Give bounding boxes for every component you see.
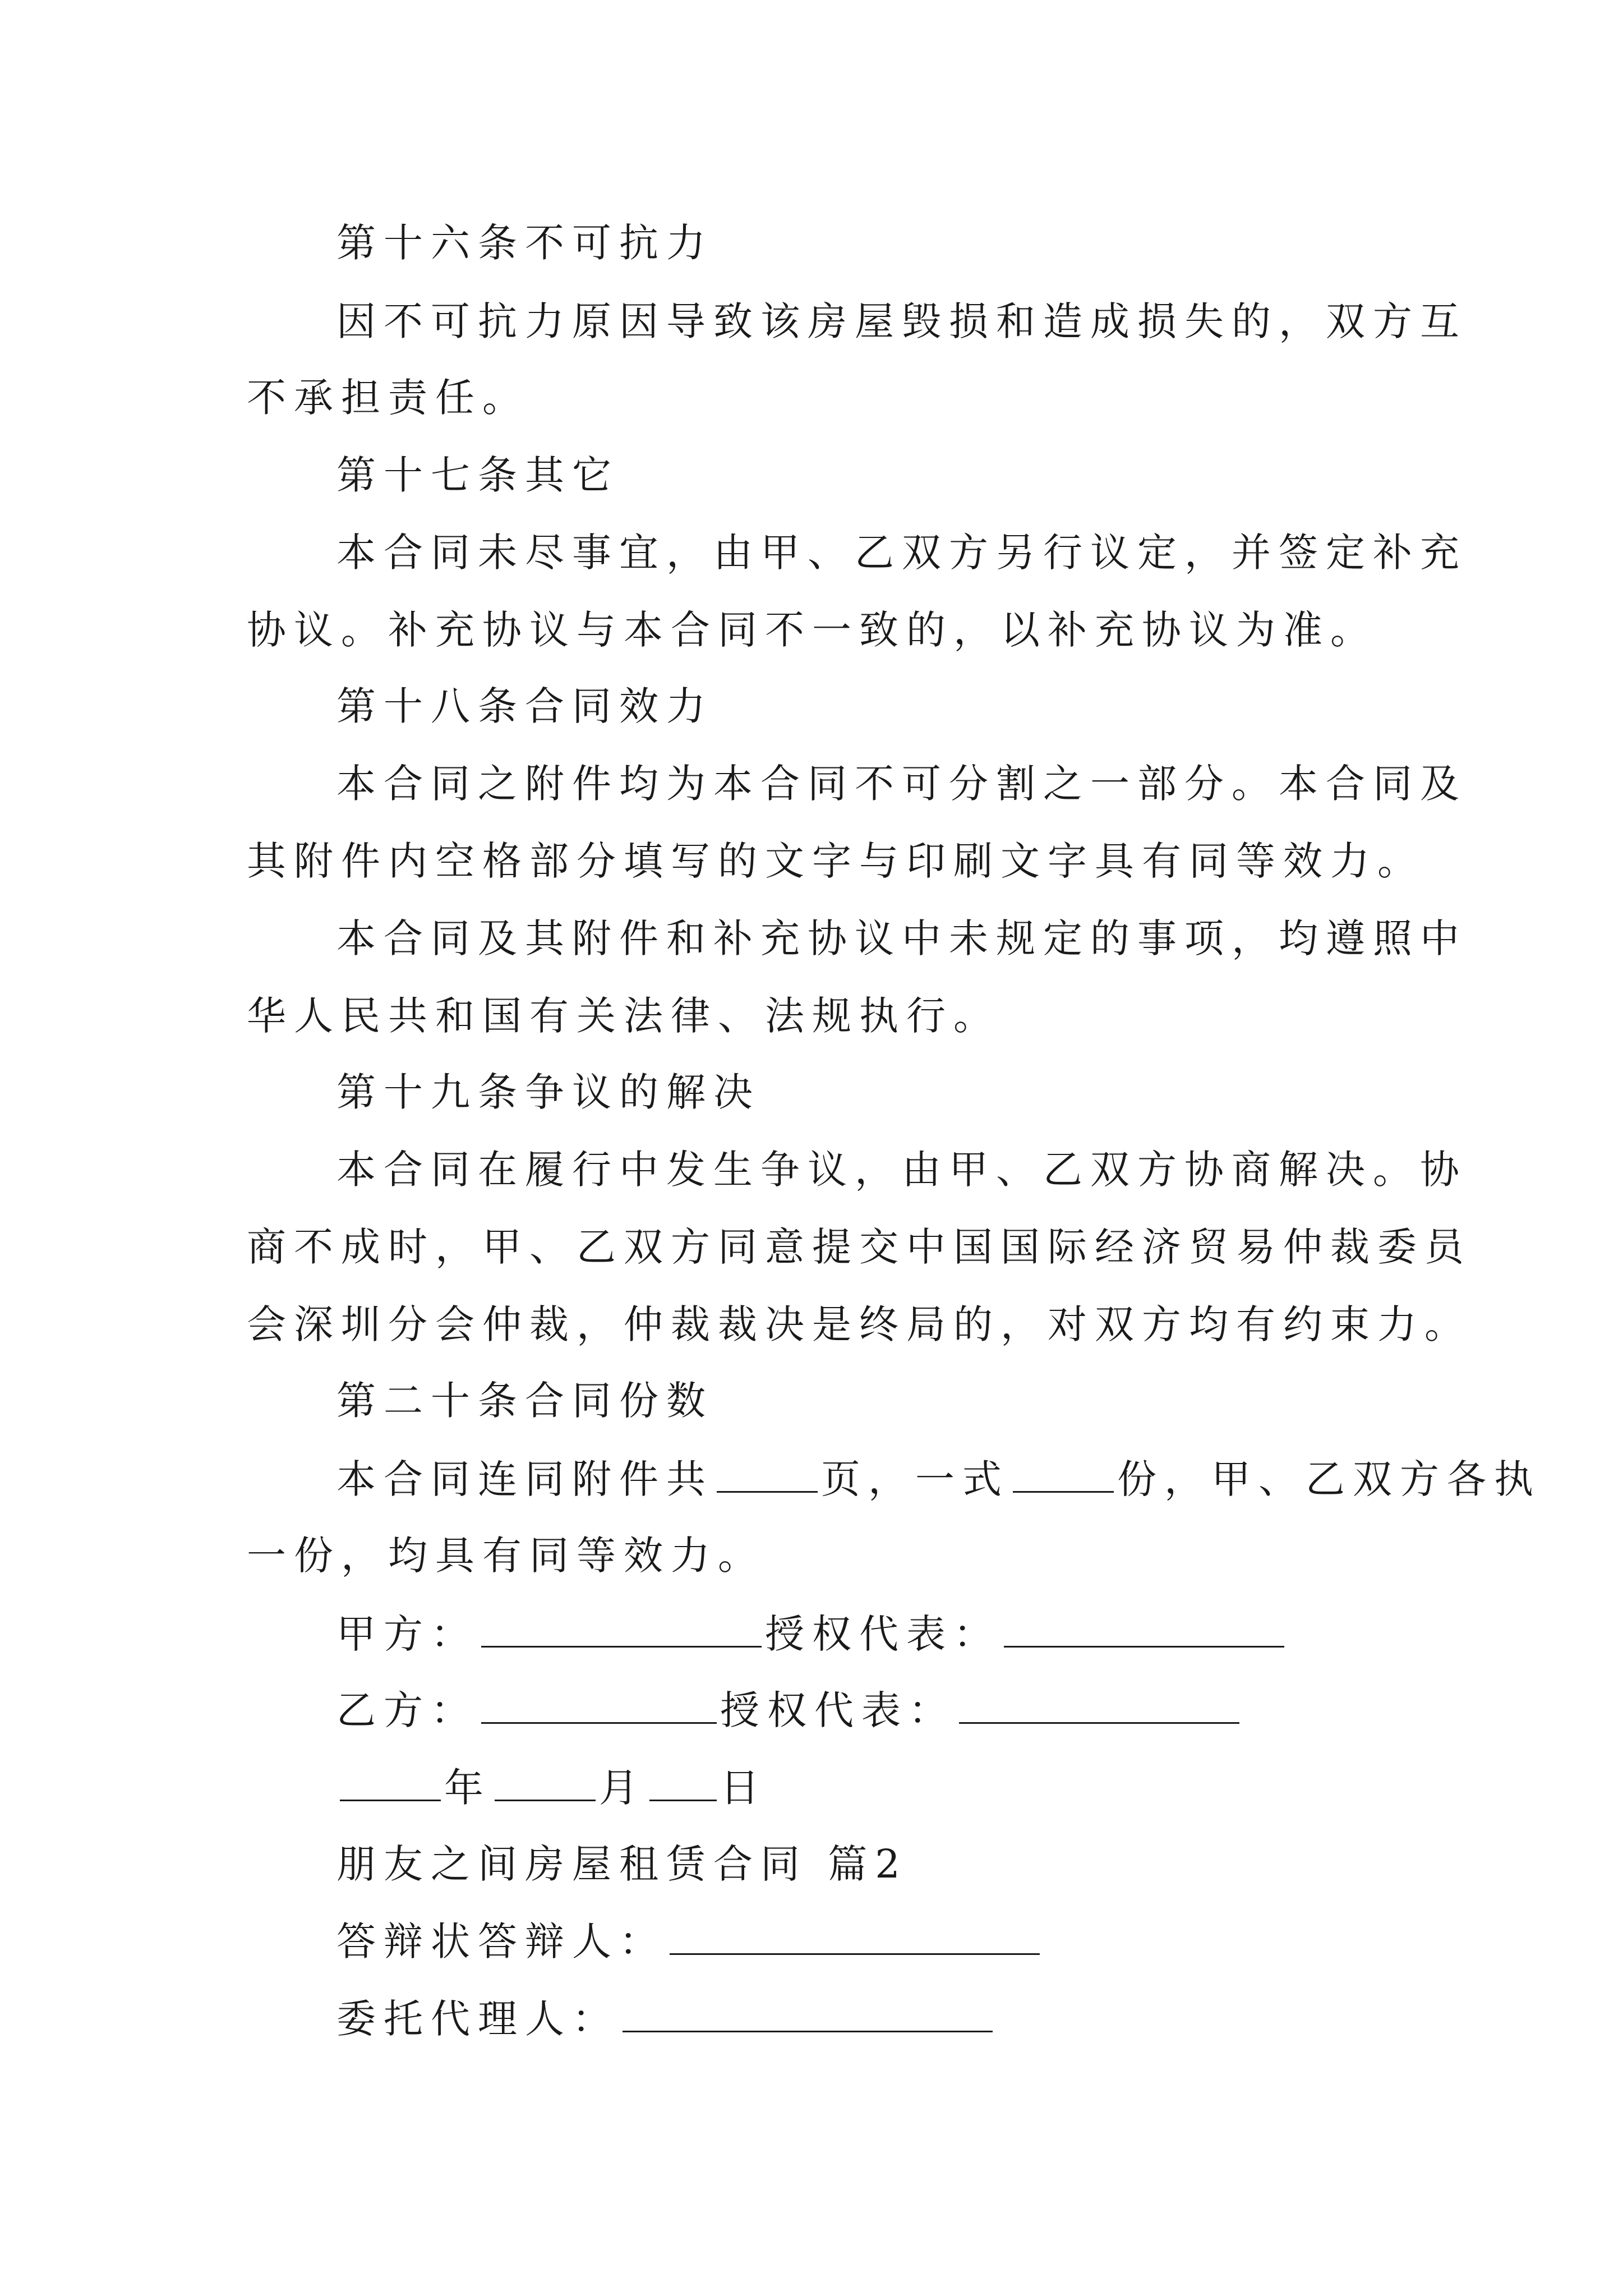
article-18-heading: 第十八条合同效力: [336, 683, 713, 729]
date-line: [336, 1765, 1469, 1811]
respondent-label: 答辩状答辩人：: [336, 1918, 666, 1964]
copies-text-1: 本合同连同附件共: [336, 1456, 713, 1502]
party-a-signature-line: [336, 1611, 1469, 1657]
agent-blank[interactable]: [623, 1998, 993, 2032]
party-b-blank[interactable]: [481, 1690, 717, 1724]
paragraph-line: 本合同及其附件和补充协议中未规定的事项，均遵照中: [336, 915, 1467, 961]
pages-blank[interactable]: [717, 1458, 818, 1493]
day-blank[interactable]: [649, 1767, 717, 1801]
month-blank[interactable]: [495, 1767, 596, 1801]
section-2-title: 朋友之间房屋租赁合同 篇2: [336, 1841, 908, 1887]
article-19-heading: 第十九条争议的解决: [336, 1069, 760, 1115]
party-a-blank[interactable]: [481, 1613, 762, 1648]
party-b-rep-blank[interactable]: [959, 1690, 1239, 1724]
party-b-signature-line: [336, 1687, 1469, 1733]
month-label: 月: [599, 1765, 646, 1811]
copies-line: [336, 1456, 1541, 1502]
article-20-heading: 第二十条合同份数: [336, 1378, 713, 1424]
respondent-line: [336, 1918, 1469, 1964]
paragraph-line: 本合同在履行中发生争议，由甲、乙双方协商解决。协: [336, 1147, 1467, 1193]
party-a-rep-label: 授权代表：: [765, 1611, 1000, 1657]
party-b-label: 乙方：: [336, 1687, 478, 1733]
party-a-label: 甲方：: [336, 1611, 478, 1657]
day-label: 日: [720, 1765, 767, 1811]
copies-blank[interactable]: [1013, 1458, 1114, 1493]
article-16-heading: 第十六条不可抗力: [336, 220, 713, 266]
paragraph-line: 不承担责任。: [247, 375, 529, 421]
paragraph-line: 会深圳分会仲裁，仲裁裁决是终局的，对双方均有约束力。: [247, 1301, 1472, 1347]
paragraph-line: 商不成时，甲、乙双方同意提交中国国际经济贸易仲裁委员: [247, 1224, 1472, 1270]
year-label: 年: [444, 1765, 491, 1811]
agent-label: 委托代理人：: [336, 1996, 619, 2042]
paragraph-line: 本合同未尽事宜，由甲、乙双方另行议定，并签定补充: [336, 530, 1467, 576]
paragraph-line: 协议。补充协议与本合同不一致的，以补充协议为准。: [247, 607, 1377, 653]
article-17-heading: 第十七条其它: [336, 452, 619, 498]
paragraph-line: 其附件内空格部分填写的文字与印刷文字具有同等效力。: [247, 838, 1424, 884]
party-a-rep-blank[interactable]: [1004, 1613, 1284, 1648]
party-b-rep-label: 授权代表：: [720, 1687, 956, 1733]
respondent-blank[interactable]: [670, 1921, 1040, 1955]
year-blank[interactable]: [340, 1767, 441, 1801]
paragraph-line: 华人民共和国有关法律、法规执行。: [247, 993, 1000, 1039]
agent-line: [336, 1996, 1469, 2042]
paragraph-line: 一份，均具有同等效力。: [247, 1533, 765, 1579]
paragraph-line: 本合同之附件均为本合同不可分割之一部分。本合同及: [336, 761, 1467, 807]
paragraph-line: 因不可抗力原因导致该房屋毁损和造成损失的，双方互: [336, 298, 1467, 344]
copies-text-2: 页，一式: [821, 1456, 1009, 1502]
copies-text-3: 份，甲、乙双方各执: [1117, 1456, 1541, 1502]
